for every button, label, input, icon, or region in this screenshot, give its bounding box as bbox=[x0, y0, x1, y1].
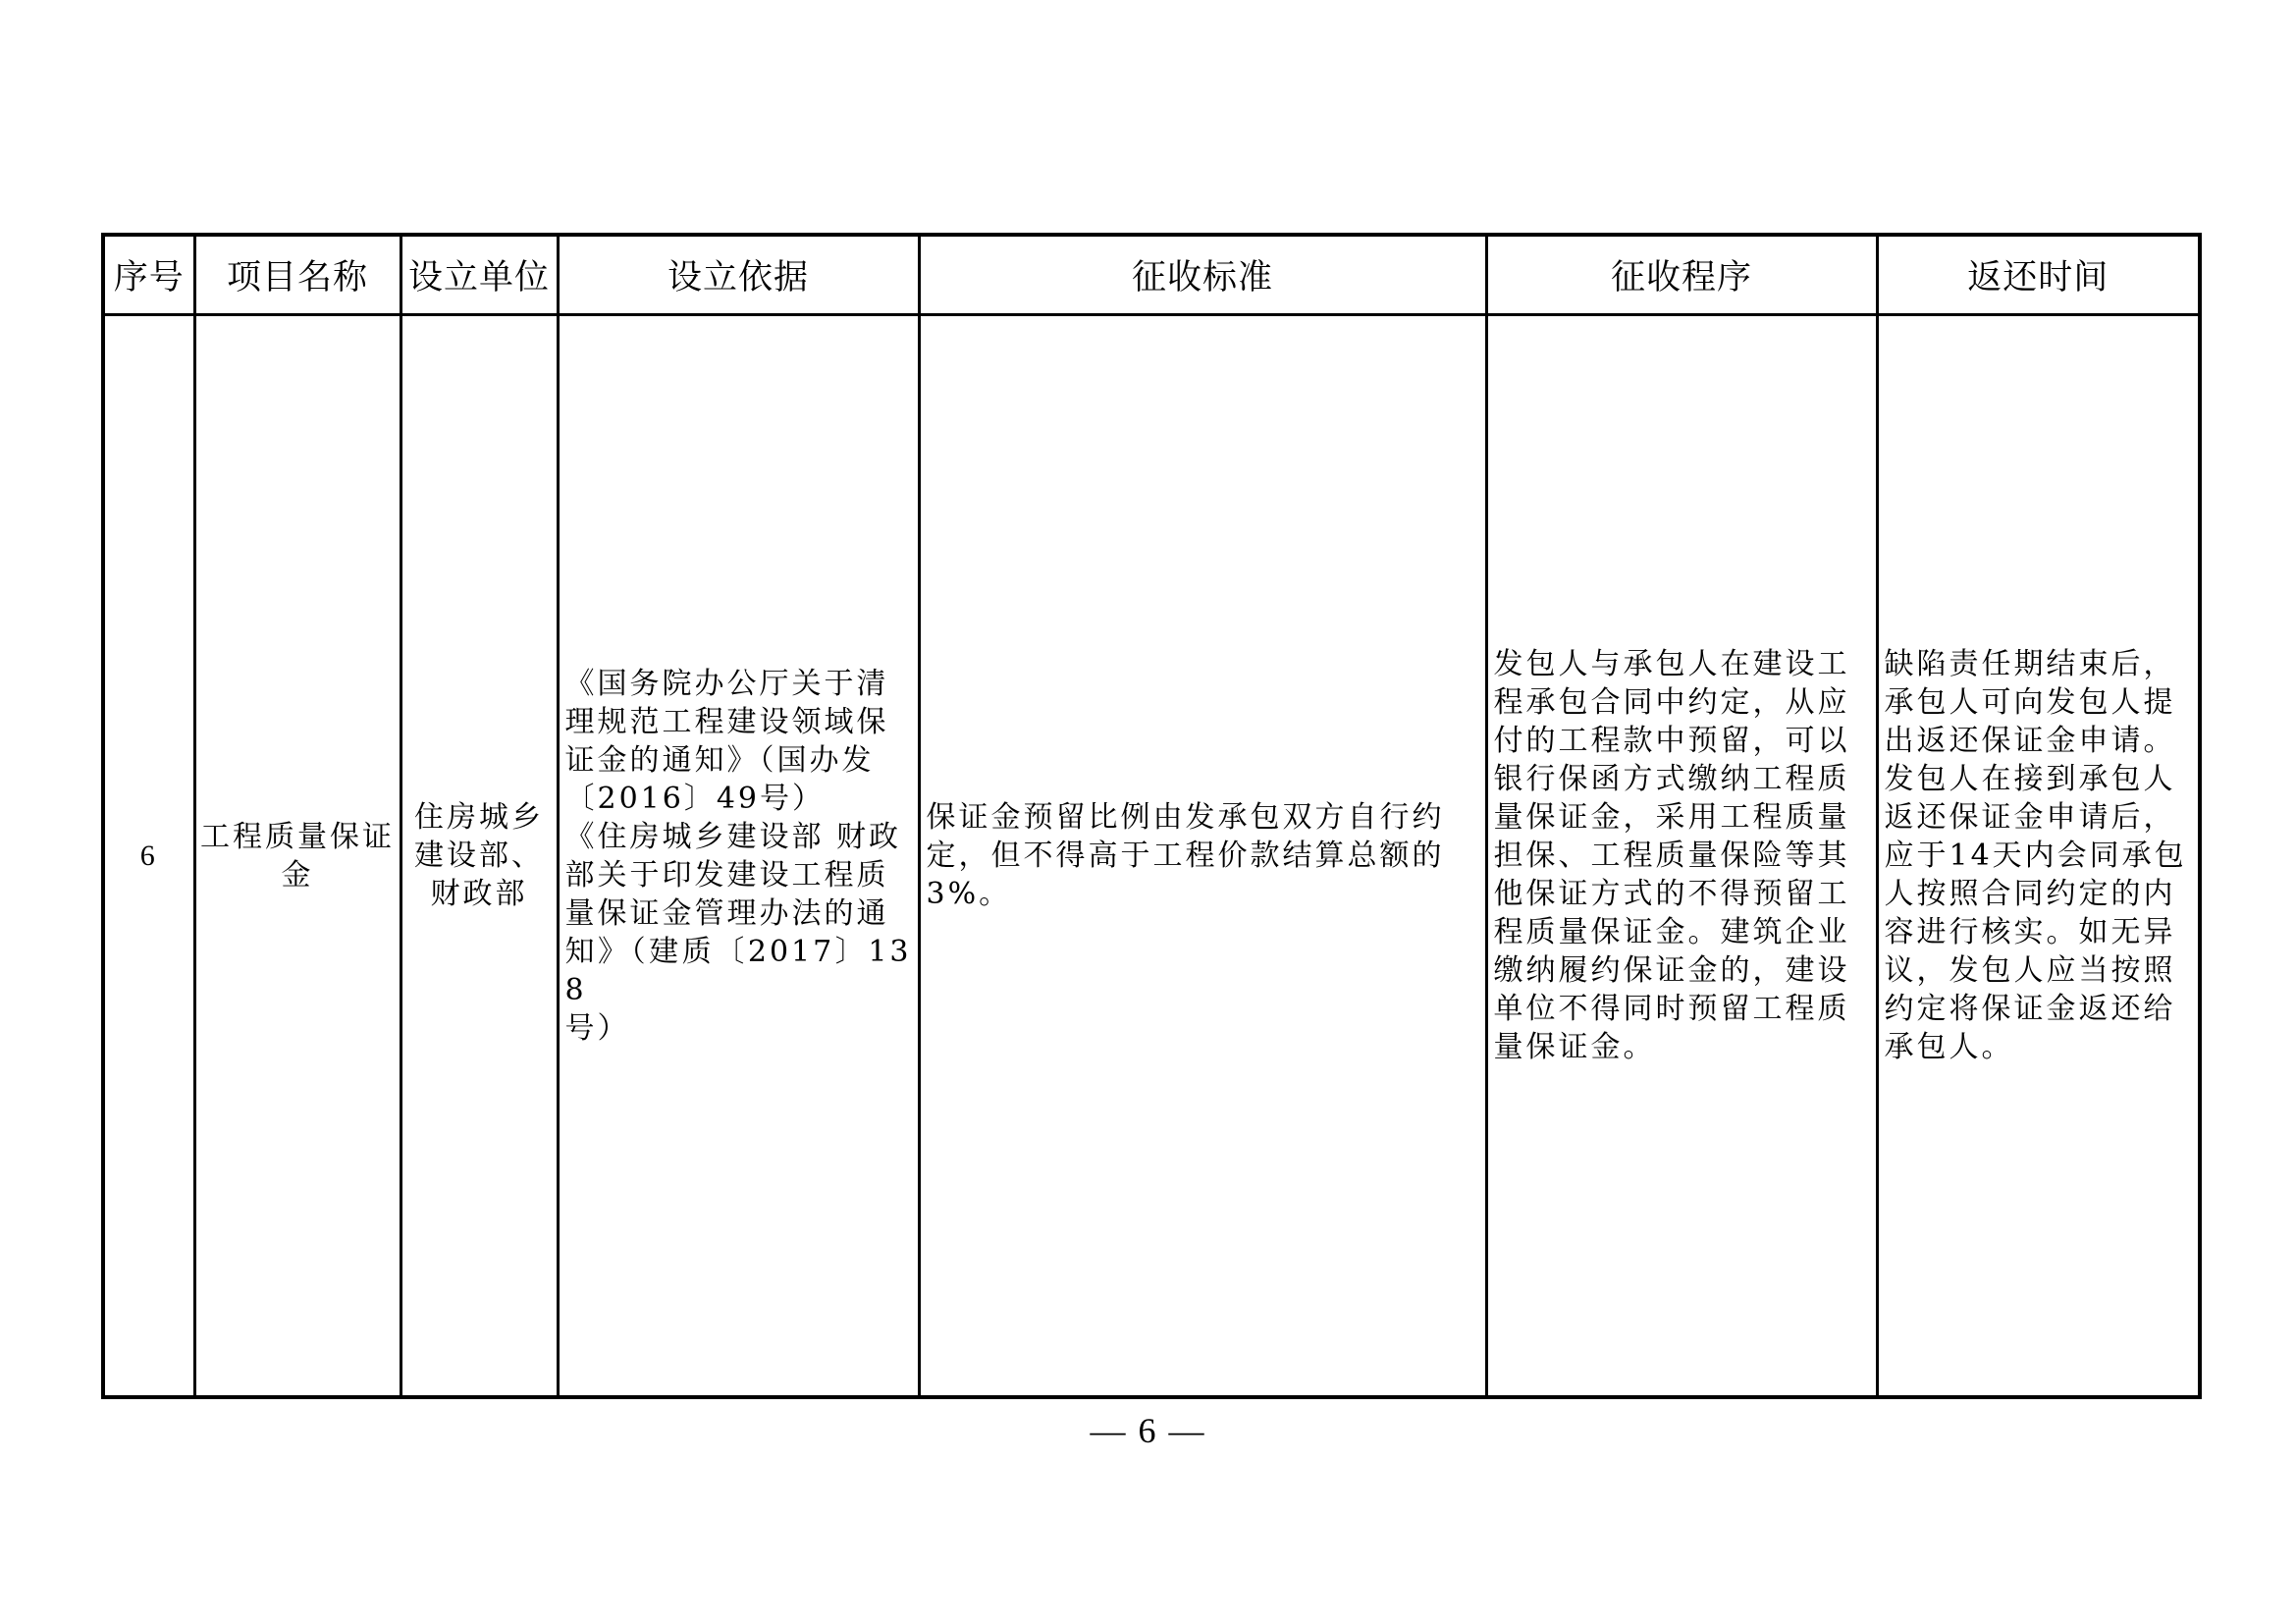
cell-item-name bbox=[194, 315, 400, 1398]
header-seq: 序号 bbox=[103, 235, 194, 315]
page-number: — 6 — bbox=[1090, 1411, 1206, 1450]
legal-basis-line: 理规范工程建设领域保 bbox=[564, 704, 889, 739]
cell-return-time bbox=[1877, 315, 2200, 1398]
legal-basis-line: 知》（建质〔2017〕138 bbox=[564, 934, 912, 1007]
fee-table bbox=[101, 233, 2202, 1399]
cell-seq bbox=[103, 315, 194, 1398]
legal-basis-line: 部关于印发建设工程质 bbox=[564, 857, 889, 893]
legal-basis-line: 〔2016〕49号） bbox=[564, 781, 826, 816]
collection-procedure-value: 发包人与承包人在建设工程承包合同中约定，从应付的工程款中预留，可以银行保函方式缴纳工程质量保证金，采用工程质量担保、工程质量保险等其他保证方式的不得预留工程质量保证金。建筑企业缴纳履约保证金的，建设单位不得同时预留工程质量保证金。 bbox=[1493, 647, 1850, 1064]
cell-collection-standard bbox=[919, 315, 1486, 1398]
header-collection-standard: 征收标准 bbox=[919, 235, 1486, 315]
cell-legal-basis bbox=[558, 315, 919, 1398]
legal-basis-line: 《住房城乡建设部 财政 bbox=[564, 819, 902, 854]
table-header-row bbox=[103, 235, 2200, 315]
table-row bbox=[103, 315, 2200, 1398]
legal-basis-line: 量保证金管理办法的通 bbox=[564, 895, 889, 931]
seq-value: 6 bbox=[139, 839, 158, 872]
collection-standard-value: 保证金预留比例由发承包双方自行约定，但不得高于工程价款结算总额的3%。 bbox=[926, 800, 1445, 911]
header-collection-procedure: 征收程序 bbox=[1486, 235, 1877, 315]
header-legal-basis: 设立依据 bbox=[558, 235, 919, 315]
header-establishing-unit: 设立单位 bbox=[400, 235, 558, 315]
header-return-time: 返还时间 bbox=[1877, 235, 2200, 315]
cell-collection-procedure bbox=[1486, 315, 1877, 1398]
establishing-unit-value: 住房城乡建设部、财政部 bbox=[414, 800, 544, 911]
header-item-name: 项目名称 bbox=[194, 235, 400, 315]
cell-establishing-unit bbox=[400, 315, 558, 1398]
legal-basis-line: 证金的通知》（国办发 bbox=[564, 742, 875, 778]
legal-basis-line: 《国务院办公厅关于清 bbox=[564, 666, 889, 701]
legal-basis-line: 号） bbox=[564, 1010, 630, 1046]
return-time-value: 缺陷责任期结束后，承包人可向发包人提出返还保证金申请。发包人在接到承包人返还保证金申请后，应于14天内会同承包人按照合同约定的内容进行核实。如无异议，发包人应当按照约定将保证金返还给承包人。 bbox=[1884, 647, 2187, 1064]
item-name-value: 工程质量保证金 bbox=[200, 819, 395, 893]
